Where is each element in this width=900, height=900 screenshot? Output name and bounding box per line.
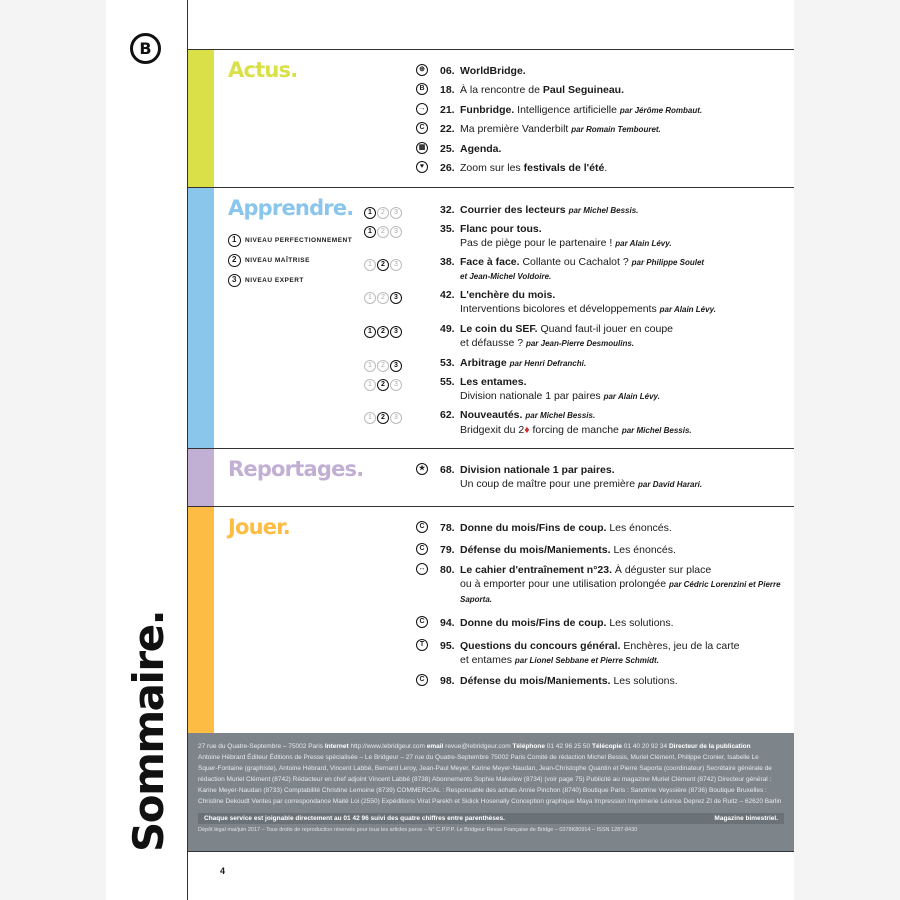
entry-title: Arbitrage (460, 357, 507, 369)
legend-label: NIVEAU EXPERT (245, 277, 304, 284)
entry-line (460, 639, 786, 653)
level-1-icon: 1 (364, 412, 376, 424)
page-ref: 98. (440, 675, 455, 687)
trophy-icon: T (416, 639, 428, 651)
entry-title: Le coin du SEF. (460, 323, 538, 335)
entry-line (460, 375, 786, 389)
entry-author: par Henri Defranchi. (509, 359, 587, 368)
colophon-line: Christine Dekoudt Ventes par correspondance Maité Loi (2550) Expéditions Virat Parekh et Sidick Hosenally Conception graphique Maya Impression Imprimerie Léonce Deprez ZI de Ruitz – 62620 Barlin (198, 798, 782, 805)
entry-author: et Jean-Michel Voldoire. (460, 272, 552, 281)
entry-text: Pas de piège pour le partenaire ! (460, 237, 613, 249)
apprendre-title: Apprendre. (228, 196, 354, 220)
page-ref: 22. (440, 123, 455, 135)
entry-title: Courrier des lecteurs (460, 204, 566, 216)
toc-entry[interactable] (368, 375, 786, 404)
entry-author: par Michel Bessis. (621, 426, 692, 435)
entry-text: Ma première Vanderbilt (460, 123, 569, 135)
section-apprendre (188, 188, 794, 448)
level-1-icon: 1 (364, 259, 376, 271)
level-1-icon: 1 (364, 360, 376, 372)
toc-entry[interactable] (368, 203, 786, 218)
entry-text: Division nationale 1 par paires (460, 390, 601, 402)
entry-title: Paul Seguineau. (542, 84, 624, 96)
toc-entry[interactable] (416, 142, 786, 156)
level-indicators (364, 256, 403, 271)
page-ref: 80. (440, 564, 455, 576)
toc-entry[interactable] (416, 616, 786, 630)
entry-line (460, 543, 786, 557)
entry-line (460, 616, 786, 630)
entry-line (460, 255, 786, 270)
entry-line (460, 142, 786, 156)
entry-author: par David Harari. (638, 480, 703, 489)
copyright-icon: C (416, 674, 428, 686)
bridgeur-logo: B (130, 33, 161, 64)
entry-title: Défense du mois/Maniements. (460, 675, 611, 687)
entry-line (460, 563, 786, 577)
periodicity: Magazine bimestriel. (714, 815, 778, 822)
actus-title: Actus. (228, 58, 298, 82)
toc-entry[interactable] (416, 83, 786, 97)
section-reportages (188, 449, 794, 506)
entry-title: Donne du mois/Fins de coup. (460, 522, 607, 534)
toc-entry[interactable] (368, 255, 786, 284)
colophon (188, 733, 794, 851)
entry-author: par Alain Lévy. (603, 392, 660, 401)
entry-author: par Cédric Lorenzini et Pierre Saporta. (460, 580, 781, 604)
level-3-icon: 3 (390, 412, 402, 424)
level-1-icon: 1 (364, 379, 376, 391)
entry-title: Agenda. (460, 143, 502, 155)
page-ref: 32. (440, 204, 455, 216)
entry-line (460, 356, 786, 371)
copyright-icon: C (416, 543, 428, 555)
toc-entry[interactable] (368, 222, 786, 251)
level-1-icon: 1 (228, 234, 241, 247)
entry-title: Les entames. (460, 376, 527, 388)
entry-line (460, 336, 786, 351)
level-3-icon: 3 (390, 379, 402, 391)
entry-text: Bridgexit du 2 (460, 424, 525, 436)
entry-title: Flanc pour tous. (460, 223, 542, 235)
entry-text: ou à emporter pour une utilisation prolongée (460, 578, 667, 590)
page-ref: 26. (440, 162, 455, 174)
entry-line (460, 674, 786, 688)
entry-author: par Lionel Sebbane et Pierre Schmidt. (514, 656, 659, 665)
legal-notice: Dépôt légal mai/juin 2017 – Tous droits de reproduction réservés pour tous les articles parus – N° C.P.P.P. Le Bridgeur Revue Française de Bridge – 0378K80914 – ISSN 1287-8430 (198, 827, 638, 833)
level-3-icon: 3 (228, 274, 241, 287)
legend-item (228, 254, 352, 267)
page-ref: 94. (440, 617, 455, 629)
entry-title: Nouveautés. (460, 409, 523, 421)
level-3-icon: 3 (390, 292, 402, 304)
entry-line (460, 122, 786, 137)
calendar-icon: ▦ (416, 142, 428, 154)
level-indicators (364, 204, 403, 219)
colophon-line: rédaction Muriel Clément (8742) Rédacteur en chef adjoint Vincent Labbé (8738) Abonnements Sophie Makeïew (8734) (voir page 75) Publicité au magazine Muriel Clément (8742) Directeur général : (198, 776, 772, 783)
entry-author: par Michel Bessis. (525, 411, 596, 420)
star-icon: ★ (416, 463, 428, 475)
level-3-icon: 3 (390, 326, 402, 338)
colophon-line: Squer-Fontaine (graphiste), Antoine Hébrard, Vincent Labbé, Bernard Leroy, Jean-Paul Meyer, Karine Meyer-Naudan, Jean-Christophe Quantin et Pierre Saporta (coordinateur) Secrétaire générale de (198, 765, 772, 772)
entry-text: Les énoncés. (610, 544, 676, 556)
entry-title: Division nationale 1 par paires. (460, 464, 615, 476)
toc-entry[interactable] (416, 521, 786, 535)
level-3-icon: 3 (390, 360, 402, 372)
level-2-icon: 2 (377, 326, 389, 338)
entry-line (460, 477, 786, 492)
entry-text: Interventions bicolores et développements (460, 303, 657, 315)
entry-line (460, 521, 786, 535)
entry-title: Défense du mois/Maniements. (460, 544, 611, 556)
level-2-icon: 2 (377, 379, 389, 391)
entry-line (460, 302, 786, 317)
entry-line (460, 408, 786, 423)
toc-entry[interactable] (368, 356, 786, 371)
level-indicators (364, 409, 403, 424)
entry-title: festivals de l'été (523, 162, 605, 174)
apprendre-color-bar (188, 188, 214, 448)
level-2-icon: 2 (377, 412, 389, 424)
entry-line (460, 222, 786, 236)
toc-entry[interactable] (416, 674, 786, 688)
toc-entry[interactable] (416, 463, 786, 492)
toc-entry[interactable] (416, 563, 786, 607)
page-ref: 06. (440, 65, 455, 77)
toc-entry[interactable] (416, 64, 786, 78)
level-1-icon: 1 (364, 292, 376, 304)
actus-color-bar (188, 50, 214, 187)
level-indicators (364, 289, 403, 304)
copyright-icon: C (416, 122, 428, 134)
level-indicators (364, 376, 403, 391)
level-2-icon: 2 (377, 259, 389, 271)
level-3-icon: 3 (390, 226, 402, 238)
level-2-icon: 2 (377, 292, 389, 304)
entry-author: par Alain Lévy. (615, 239, 672, 248)
entry-line (460, 83, 786, 97)
entry-line (460, 322, 786, 336)
entry-text: Les énoncés. (606, 522, 672, 534)
entry-author: par Michel Bessis. (568, 206, 639, 215)
service-bar (198, 813, 784, 824)
level-1-icon: 1 (364, 207, 376, 219)
level-3-icon: 3 (390, 259, 402, 271)
entry-text: À déguster sur place (612, 564, 712, 576)
level-3-icon: 3 (390, 207, 402, 219)
entry-text: Les solutions. (606, 617, 674, 629)
toc-entry[interactable] (416, 161, 786, 175)
page-ref: 21. (440, 104, 455, 116)
globe-icon: ⊕ (416, 64, 428, 76)
entry-line (460, 389, 786, 404)
entry-title: Questions du concours général. (460, 640, 621, 652)
entry-text: Enchères, jeu de la carte (620, 640, 740, 652)
jouer-color-bar (188, 507, 214, 733)
entry-text: Les solutions. (610, 675, 678, 687)
entry-title: WorldBridge. (460, 65, 526, 77)
entry-line (460, 653, 786, 668)
level-1-icon: 1 (364, 226, 376, 238)
toc-entry[interactable] (416, 639, 786, 668)
entry-line (460, 236, 786, 251)
level-2-icon: 2 (228, 254, 241, 267)
toc-entry[interactable] (368, 322, 786, 351)
legend-label: NIVEAU PERFECTIONNEMENT (245, 237, 353, 244)
arrows-icon: ↔ (416, 563, 428, 575)
page-ref: 78. (440, 522, 455, 534)
entry-author: par Philippe Soulet (631, 258, 705, 267)
level-indicators (364, 323, 403, 338)
reportages-title: Reportages. (228, 457, 364, 481)
toc-entry[interactable] (416, 122, 786, 137)
page-ref: 38. (440, 256, 455, 268)
legend-label: NIVEAU MAÎTRISE (245, 257, 310, 264)
entry-line (460, 64, 786, 78)
entry-author: par Romain Tembouret. (571, 125, 661, 134)
page-ref: 79. (440, 544, 455, 556)
page-ref: 49. (440, 323, 455, 335)
page-ref: 55. (440, 376, 455, 388)
bridge-b-icon: B (416, 83, 428, 95)
page-ref: 53. (440, 357, 455, 369)
legend-item (228, 274, 352, 287)
level-legend (228, 234, 352, 294)
diamond-icon: ♦ (524, 424, 530, 436)
entry-line (460, 103, 786, 118)
service-text: Chaque service est joignable directement au 01 42 96 suivi des quatre chiffres entre parenthèses. (204, 815, 505, 822)
entry-text: À la rencontre de (460, 84, 543, 96)
colophon-line: Karine Meyer-Naudan (8733) Comptabilité Christine Lemoine (8739) COMMERCIAL : Responsable des achats Annie Pinchon (8740) Boutique Paris : Sandrine Veyssière (8736) Boutique Bruxelles : (198, 787, 767, 794)
entry-text: . (604, 162, 608, 174)
level-2-icon: 2 (377, 207, 389, 219)
page-ref: 42. (440, 289, 455, 301)
level-2-icon: 2 (377, 360, 389, 372)
entry-text: forcing de manche (529, 424, 619, 436)
level-1-icon: 1 (364, 326, 376, 338)
entry-line (460, 203, 786, 218)
arrow-icon: → (416, 103, 428, 115)
toc-entry[interactable] (416, 103, 786, 118)
entry-title: Le cahier d'entraînement n°23. (460, 564, 612, 576)
entry-text: et défausse ? (460, 337, 524, 349)
legend-item (228, 234, 352, 247)
entry-line (460, 463, 786, 477)
entry-line (460, 577, 786, 607)
entry-text: Collante ou Cachalot ? (519, 256, 629, 268)
toc-entry[interactable] (368, 288, 786, 317)
entry-line (460, 288, 786, 302)
entry-title: Funbridge. (460, 104, 515, 116)
sommaire-title: Sommaire. (124, 610, 173, 852)
toc-entry[interactable] (416, 543, 786, 557)
page-ref: 68. (440, 464, 455, 476)
entry-line (460, 161, 786, 175)
page-ref: 62. (440, 409, 455, 421)
entry-text: Un coup de maître pour une première (460, 478, 636, 490)
entry-author: par Alain Lévy. (659, 305, 716, 314)
level-2-icon: 2 (377, 226, 389, 238)
rule-bottom (188, 851, 794, 852)
entry-author: par Jérôme Rombaut. (619, 106, 703, 115)
reportages-color-bar (188, 449, 214, 506)
copyright-icon: C (416, 521, 428, 533)
colophon-line: 27 rue du Quatre-Septembre – 75002 Paris Internet http://www.lebridgeur.com email revue@lebridgeur.com Téléphone 01 42 96 25 50 Télécopie 01 40 20 92 34 Directeur de la publication (198, 743, 751, 750)
entry-title: L'enchère du mois. (460, 289, 556, 301)
colophon-line: Antoine Hébrard Éditeur Éditions de Presse spécialisée – Le Bridgeur – 27 rue du Quatre-Septembre 75002 Paris Comité de rédaction Michel Bessis, Muriel Clément, Philippe Cronier, Isabelle Le (198, 754, 759, 761)
entry-text: Intelligence artificielle (514, 104, 617, 116)
toc-entry[interactable] (368, 408, 786, 438)
page-ref: 18. (440, 84, 455, 96)
page-ref: 95. (440, 640, 455, 652)
section-jouer (188, 507, 794, 733)
copyright-icon: C (416, 616, 428, 628)
heart-icon: ♥ (416, 161, 428, 173)
entry-title: Donne du mois/Fins de coup. (460, 617, 607, 629)
page-ref: 35. (440, 223, 455, 235)
entry-text: Zoom sur les (460, 162, 524, 174)
level-indicators (364, 357, 403, 372)
left-column (106, 0, 188, 900)
entry-text: Quand faut-il jouer en coupe (537, 323, 674, 335)
entry-author: par Jean-Pierre Desmoulins. (525, 339, 635, 348)
level-indicators (364, 223, 403, 238)
entry-text: et entames (460, 654, 512, 666)
page-ref: 25. (440, 143, 455, 155)
section-actus (188, 50, 794, 187)
entry-title: Face à face. (460, 256, 520, 268)
jouer-title: Jouer. (228, 515, 290, 539)
page-number: 4 (220, 866, 226, 876)
entry-line (460, 423, 786, 438)
